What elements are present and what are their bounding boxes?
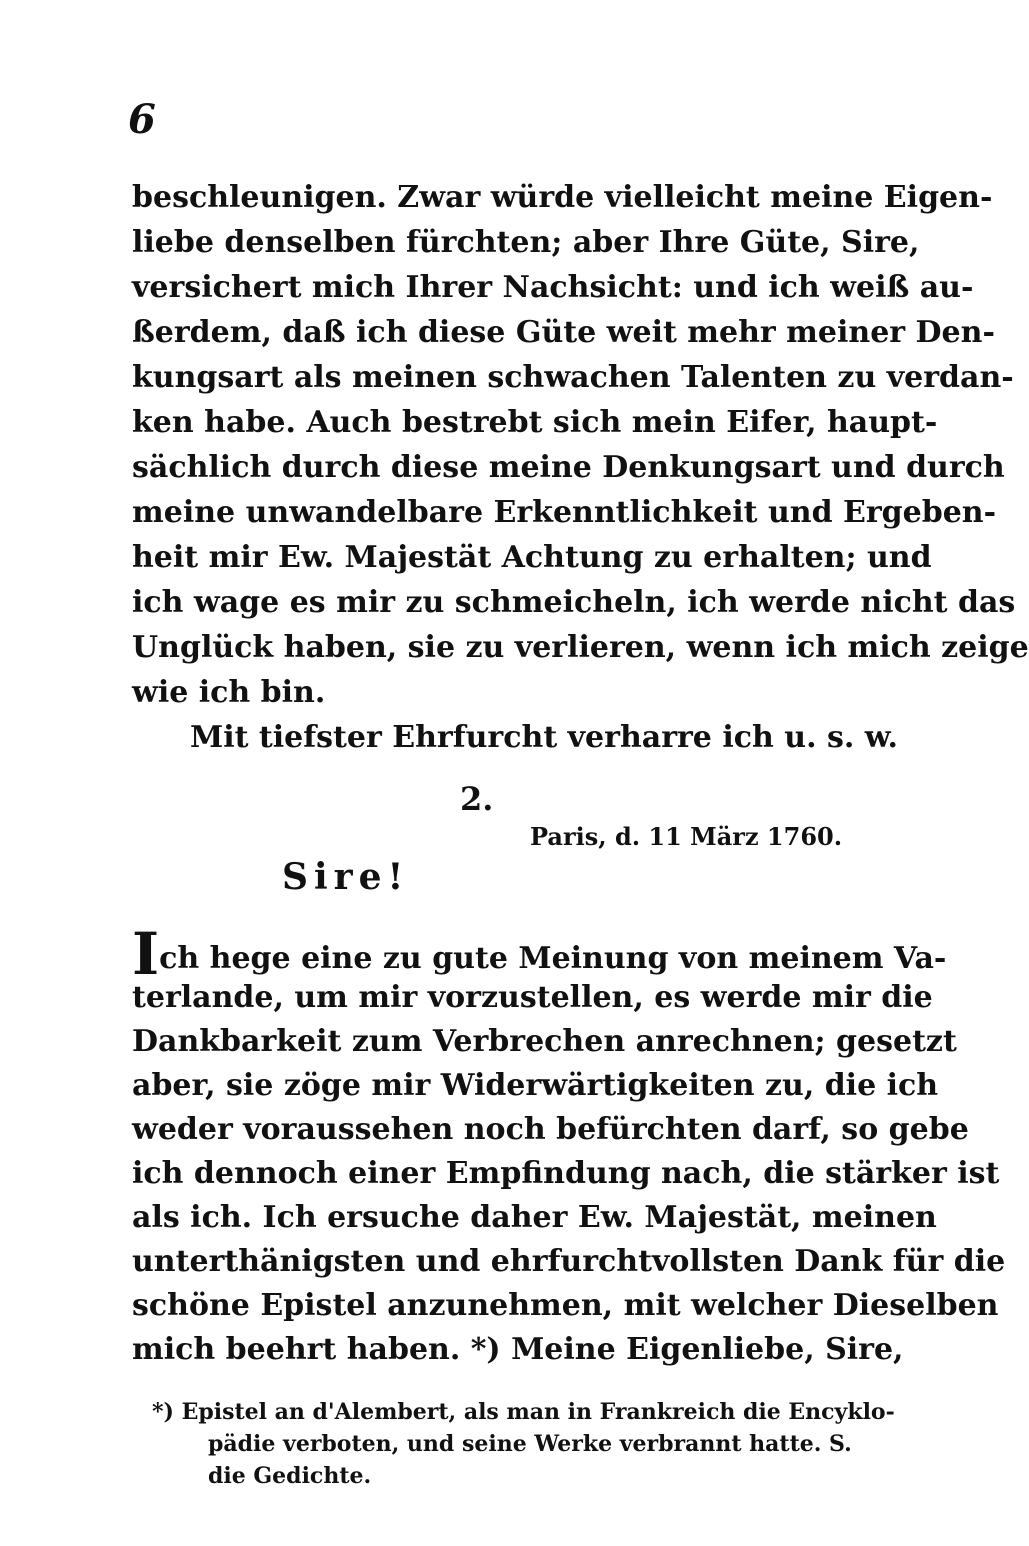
text-line: aber, sie zöge mir Widerwärtigkeiten zu, die ich (132, 1068, 939, 1103)
text-line: mich beehrt haben. *) Meine Eigenliebe, Sire, (132, 1332, 904, 1367)
text-line: weder voraussehen noch befürchten darf, so gebe (132, 1112, 969, 1147)
footnote-line: pädie verboten, und seine Werke verbrannt hatte. S. (208, 1431, 852, 1457)
text-line: ich wage es mir zu schmeicheln, ich werde nicht das (132, 585, 1016, 620)
text-line: Dankbarkeit zum Verbrechen anrechnen; gesetzt (132, 1024, 957, 1059)
initial-letter: I (132, 920, 160, 988)
text-line: terlande, um mir vorzustellen, es werde mir die (132, 980, 933, 1015)
text-line: wie ich bin. (132, 675, 326, 710)
text-line: unterthänigsten und ehrfurchtvollsten Dank für die (132, 1244, 1006, 1279)
footnote-line: die Gedichte. (208, 1463, 372, 1489)
text-line: beschleunigen. Zwar würde vielleicht meine Eigen- (132, 180, 993, 215)
footnote-line: *) Epistel an d'Alembert, als man in Frankreich die Encyklo- (152, 1399, 895, 1425)
text-line: schöne Epistel anzunehmen, mit welcher Dieselben (132, 1288, 999, 1323)
text-line: versichert mich Ihrer Nachsicht: und ich weiß au- (132, 270, 974, 305)
text-line: ßerdem, daß ich diese Güte weit mehr meiner Den- (132, 315, 995, 350)
text-line: als ich. Ich ersuche daher Ew. Majestät, meinen (132, 1200, 937, 1235)
page-number: 6 (128, 96, 156, 143)
salutation: Sire! (282, 856, 410, 898)
text-line: ken habe. Auch bestrebt sich mein Eifer, haupt- (132, 405, 938, 440)
text-line: heit mir Ew. Majestät Achtung zu erhalten; und (132, 540, 932, 575)
text-line: ich dennoch einer Empfindung nach, die stärker ist (132, 1156, 1000, 1191)
text-line: liebe denselben fürchten; aber Ihre Güte, Sire, (132, 225, 920, 260)
text-line-rest: ch hege eine zu gute Meinung von meinem Va- (159, 941, 947, 976)
text-line: sächlich durch diese meine Denkungsart und durch (132, 450, 1005, 485)
text-line: meine unwandelbare Erkenntlichkeit und Ergeben- (132, 495, 997, 530)
letter-number: 2. (460, 780, 494, 818)
closing-formula: Mit tiefster Ehrfurcht verharre ich u. s. w. (190, 720, 898, 755)
text-line: kungsart als meinen schwachen Talenten zu verdan- (132, 360, 1014, 395)
text-line: Unglück haben, sie zu verlieren, wenn ich mich zeige (132, 630, 1029, 665)
dateline: Paris, d. 11 März 1760. (530, 822, 843, 851)
text-line-first (132, 920, 947, 988)
